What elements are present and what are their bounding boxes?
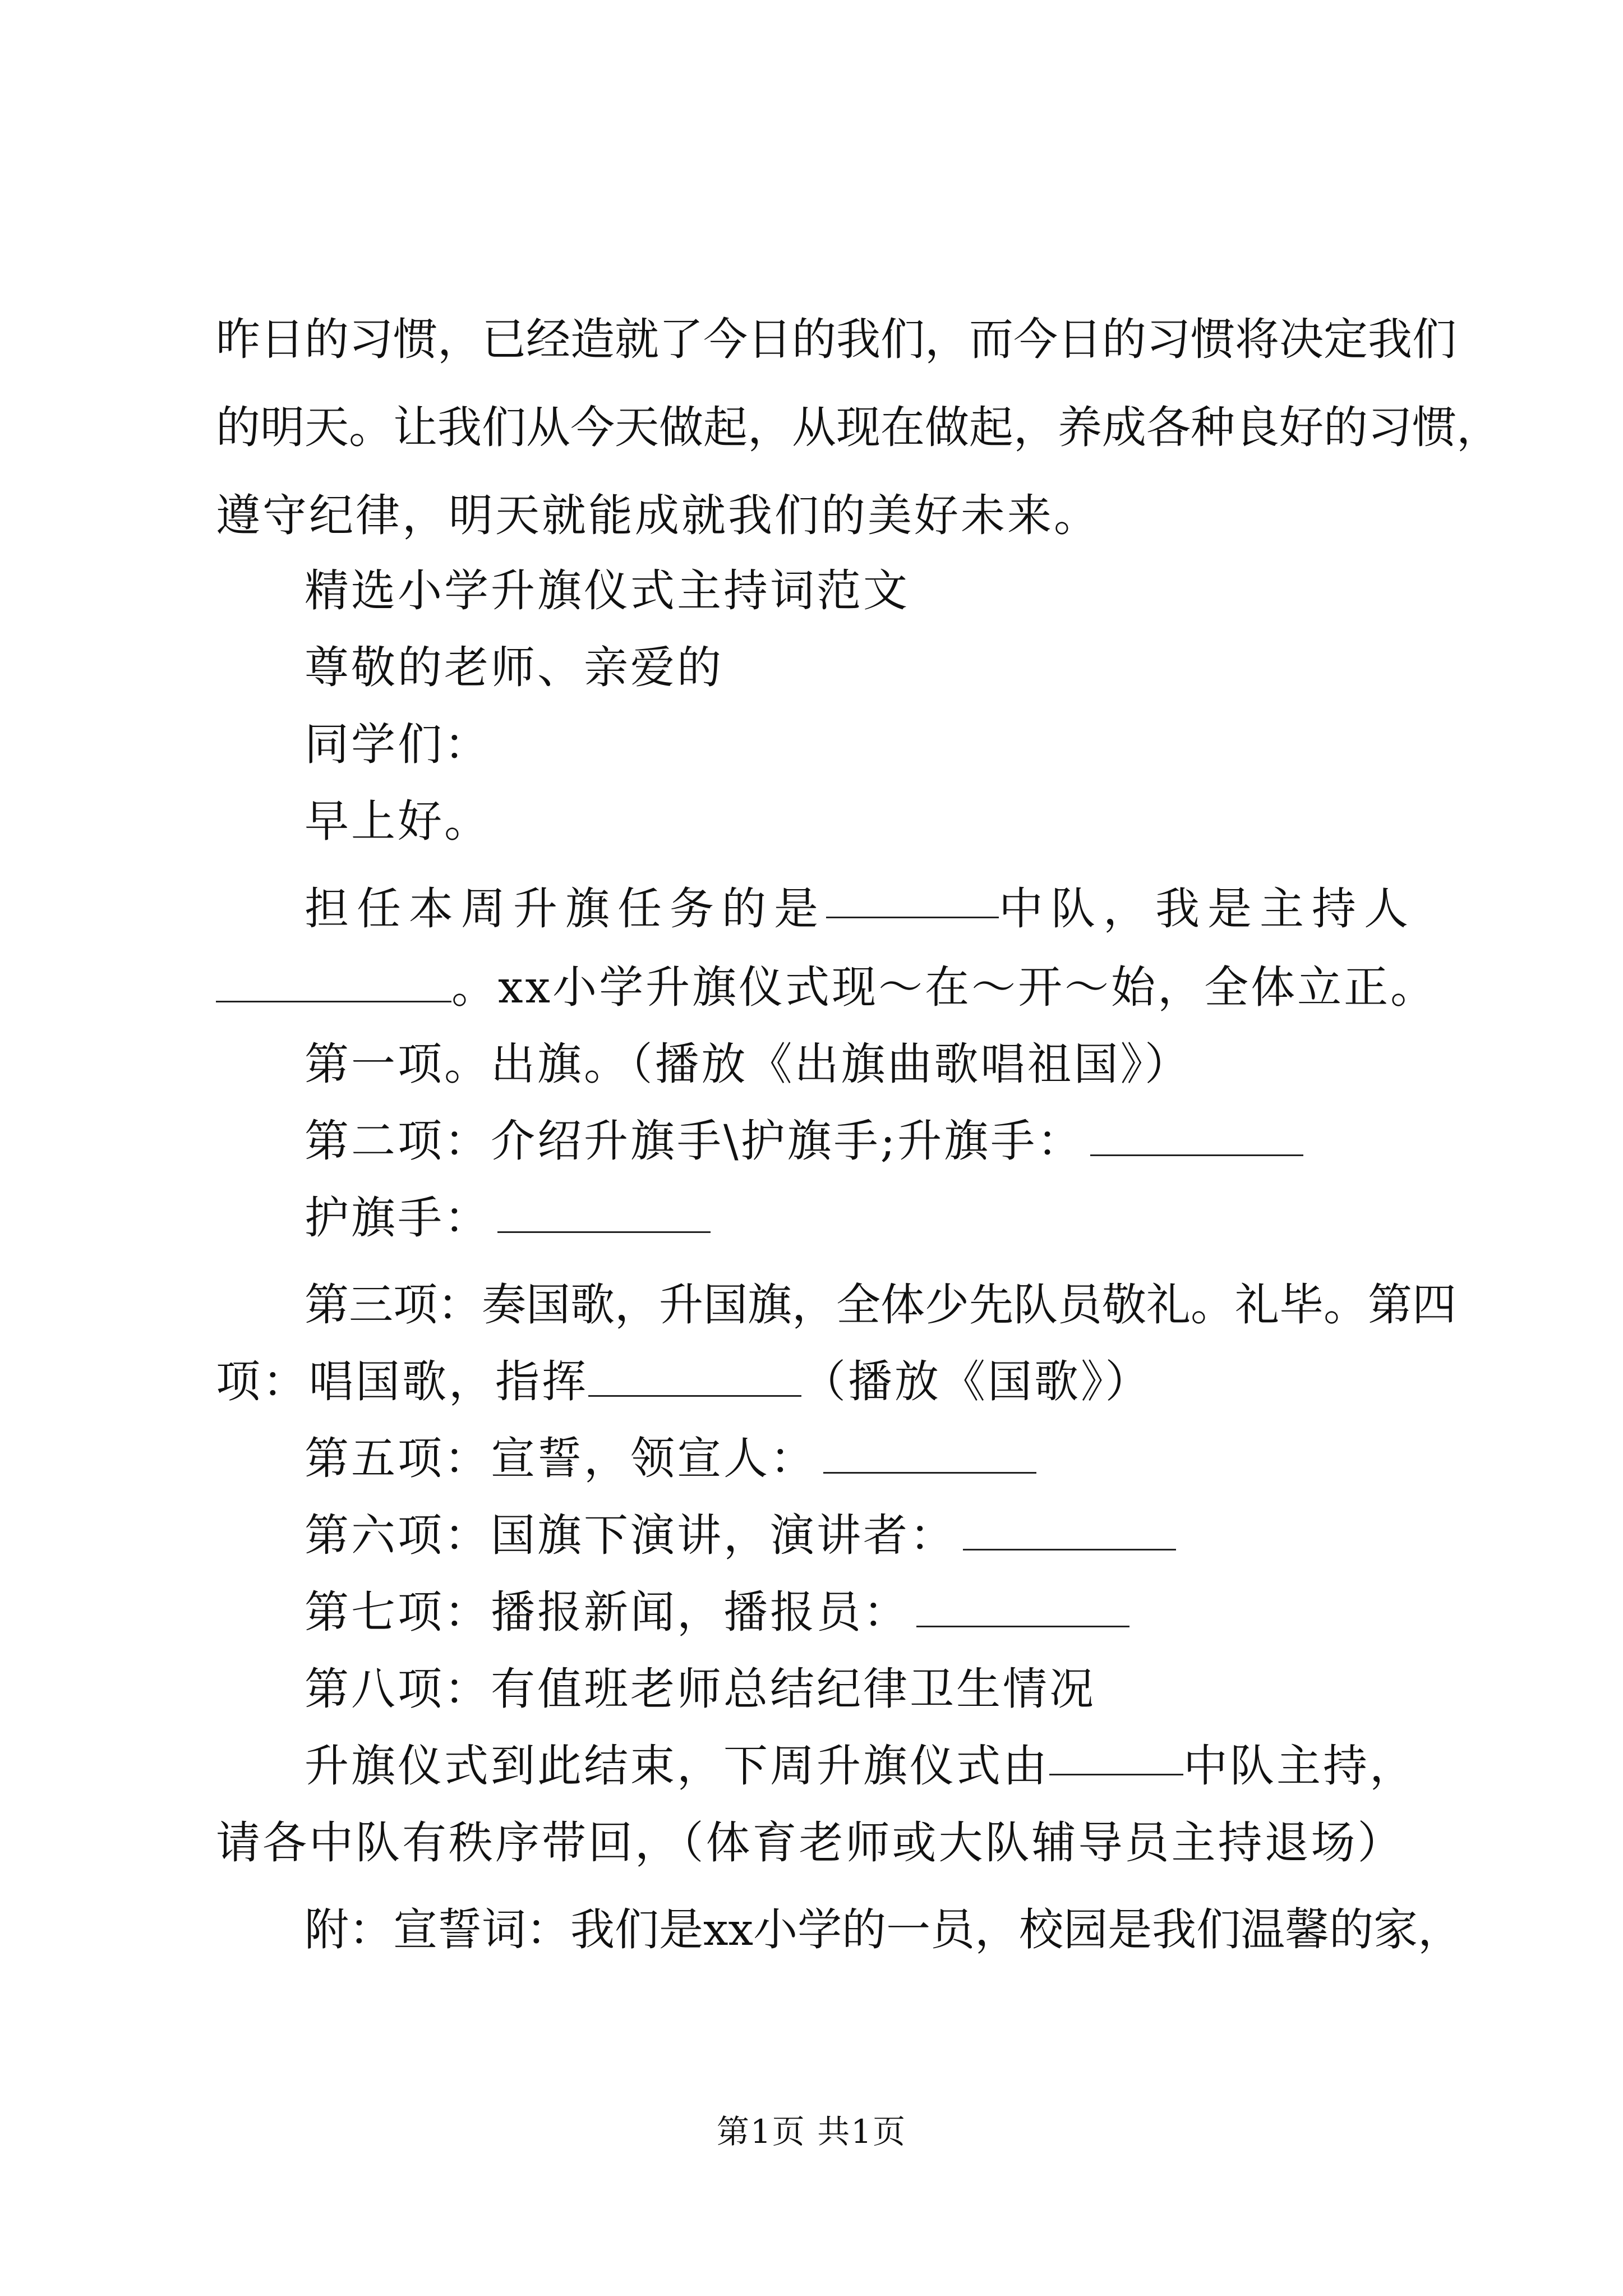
program-item: 第三项：奏国歌，升国旗，全体少先队员敬礼。礼毕。第四 — [305, 1279, 1456, 1331]
program-item-text: 第五项：宣誓，领宣人： — [305, 1433, 817, 1484]
document-title: 精选小学升旗仪式主持词范文 — [305, 565, 910, 616]
fill-blank — [963, 1513, 1176, 1550]
paragraph-line: 遵守纪律，明天就能成就我们的美好未来。 — [216, 490, 1100, 541]
closing-text-b: 中队主持， — [1183, 1740, 1416, 1792]
program-item-text: 护旗手： — [305, 1192, 491, 1244]
greeting-line: 尊敬的老师、亲爱的 — [305, 642, 723, 693]
closing-line: 请各中队有秩序带回，（体育老师或大队辅导员主持退场） — [216, 1817, 1404, 1869]
program-item: 第八项：有值班老师总结纪律卫生情况 — [305, 1663, 1096, 1715]
paragraph-line: 昨日的习惯，已经造就了今日的我们，而今日的习惯将决定我们 — [216, 314, 1456, 365]
fill-blank — [1049, 1738, 1183, 1775]
closing-line — [305, 1738, 1416, 1794]
program-item — [216, 1354, 1416, 1410]
fill-blank — [826, 881, 999, 918]
program-item: 第一项。出旗。（播放《出旗曲歌唱祖国》） — [305, 1038, 1191, 1090]
program-item-text: 第七项：播报新闻，播报员： — [305, 1586, 910, 1638]
intro-line — [216, 959, 1437, 1015]
fill-blank — [1090, 1119, 1303, 1156]
fill-blank — [216, 965, 451, 1002]
closing-text-a: 升旗仪式到此结束，下周升旗仪式由 — [305, 1740, 1049, 1792]
oath-line: 附：宣誓词：我们是xx小学的一员，校园是我们温馨的家， — [305, 1904, 1463, 1955]
paragraph-line: 的明天。让我们从今天做起，从现在做起，养成各种良好的习惯， — [216, 402, 1501, 453]
program-item — [305, 1113, 1416, 1169]
intro-line — [305, 881, 1416, 937]
program-item — [305, 1584, 1416, 1640]
intro-text-b: 中队，我是主持人 — [999, 883, 1416, 935]
program-item — [305, 1507, 1416, 1563]
program-item-text: 第二项：介绍升旗手\护旗手;升旗手： — [305, 1115, 1084, 1167]
fill-blank — [497, 1195, 711, 1233]
program-item-text: （播放《国歌》） — [801, 1356, 1152, 1407]
fill-blank — [588, 1359, 801, 1397]
program-item — [305, 1430, 1416, 1487]
fill-blank — [823, 1436, 1036, 1474]
fill-blank — [916, 1590, 1129, 1627]
program-item — [305, 1190, 1416, 1246]
intro-text-a: 担任本周升旗任务的是 — [305, 883, 826, 935]
program-item-text: 第六项：国旗下演讲，演讲者： — [305, 1510, 956, 1561]
greeting-line: 同学们： — [305, 719, 491, 770]
page-footer: 第1页 共1页 — [716, 2113, 907, 2151]
greeting-line: 早上好。 — [305, 795, 491, 847]
program-item-text: 项：唱国歌，指挥 — [216, 1356, 588, 1407]
intro-text-c: 。xx小学升旗仪式现～在～开～始，全体立正。 — [451, 961, 1437, 1013]
